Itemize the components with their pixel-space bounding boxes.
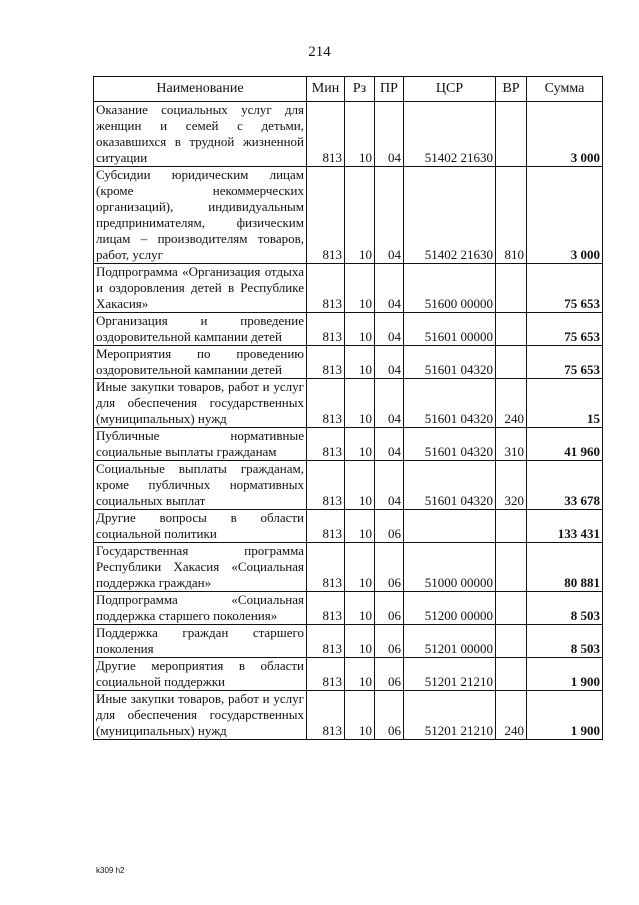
header-csr: ЦСР xyxy=(404,77,496,102)
header-sum: Сумма xyxy=(527,77,603,102)
cell-rz: 10 xyxy=(345,510,375,543)
cell-pr: 04 xyxy=(375,379,404,428)
budget-table xyxy=(93,76,603,740)
header-pr: ПР xyxy=(375,77,404,102)
cell-sum: 80 881 xyxy=(527,543,603,592)
cell-vr xyxy=(496,346,527,379)
cell-pr: 04 xyxy=(375,167,404,264)
cell-pr: 06 xyxy=(375,592,404,625)
cell-min: 813 xyxy=(307,264,345,313)
cell-vr: 310 xyxy=(496,428,527,461)
cell-name: Иные закупки товаров, работ и услуг для обеспечения государственных (муниципальных) нужд xyxy=(94,691,307,740)
cell-vr xyxy=(496,510,527,543)
cell-min: 813 xyxy=(307,658,345,691)
cell-vr xyxy=(496,625,527,658)
cell-vr xyxy=(496,658,527,691)
cell-pr: 04 xyxy=(375,428,404,461)
cell-rz: 10 xyxy=(345,102,375,167)
cell-csr: 51600 00000 xyxy=(404,264,496,313)
cell-rz: 10 xyxy=(345,313,375,346)
table-row xyxy=(94,167,603,264)
table-row xyxy=(94,461,603,510)
table-header-row xyxy=(94,77,603,102)
cell-name: Организация и проведение оздоровительной кампании детей xyxy=(94,313,307,346)
header-vr: ВР xyxy=(496,77,527,102)
table-row xyxy=(94,346,603,379)
document-code: k309 h2 xyxy=(96,866,125,875)
cell-name: Другие вопросы в области социальной политики xyxy=(94,510,307,543)
table-row xyxy=(94,264,603,313)
cell-vr xyxy=(496,592,527,625)
table-row xyxy=(94,313,603,346)
cell-vr: 320 xyxy=(496,461,527,510)
table-row xyxy=(94,691,603,740)
cell-pr: 04 xyxy=(375,461,404,510)
cell-csr: 51601 00000 xyxy=(404,313,496,346)
cell-pr: 06 xyxy=(375,625,404,658)
cell-name: Оказание социальных услуг для женщин и семей с детьми, оказавшихся в трудной жизненной ситуации xyxy=(94,102,307,167)
cell-sum: 8 503 xyxy=(527,625,603,658)
cell-rz: 10 xyxy=(345,691,375,740)
cell-pr: 04 xyxy=(375,346,404,379)
cell-csr: 51201 00000 xyxy=(404,625,496,658)
cell-sum: 75 653 xyxy=(527,346,603,379)
cell-sum: 75 653 xyxy=(527,313,603,346)
cell-min: 813 xyxy=(307,691,345,740)
cell-name: Другие мероприятия в области социальной поддержки xyxy=(94,658,307,691)
cell-rz: 10 xyxy=(345,264,375,313)
cell-vr xyxy=(496,543,527,592)
cell-csr: 51601 04320 xyxy=(404,428,496,461)
table-row xyxy=(94,658,603,691)
cell-vr: 240 xyxy=(496,379,527,428)
header-rz: Рз xyxy=(345,77,375,102)
cell-csr: 51601 04320 xyxy=(404,461,496,510)
cell-min: 813 xyxy=(307,625,345,658)
cell-csr: 51000 00000 xyxy=(404,543,496,592)
cell-min: 813 xyxy=(307,461,345,510)
cell-min: 813 xyxy=(307,543,345,592)
cell-csr xyxy=(404,510,496,543)
cell-min: 813 xyxy=(307,510,345,543)
cell-pr: 06 xyxy=(375,510,404,543)
cell-csr: 51201 21210 xyxy=(404,691,496,740)
cell-rz: 10 xyxy=(345,625,375,658)
cell-pr: 06 xyxy=(375,658,404,691)
cell-sum: 15 xyxy=(527,379,603,428)
cell-pr: 04 xyxy=(375,102,404,167)
cell-vr xyxy=(496,102,527,167)
table-row xyxy=(94,379,603,428)
cell-sum: 133 431 xyxy=(527,510,603,543)
table-row xyxy=(94,510,603,543)
cell-sum: 1 900 xyxy=(527,691,603,740)
cell-rz: 10 xyxy=(345,592,375,625)
cell-sum: 75 653 xyxy=(527,264,603,313)
table-row xyxy=(94,543,603,592)
cell-pr: 06 xyxy=(375,691,404,740)
cell-name: Поддержка граждан старшего поколения xyxy=(94,625,307,658)
cell-sum: 33 678 xyxy=(527,461,603,510)
cell-rz: 10 xyxy=(345,167,375,264)
cell-name: Субсидии юридическим лицам (кроме некоммерческих организаций), индивидуальным предпринимателям, физическим лицам – производителям товаров, работ, услуг xyxy=(94,167,307,264)
cell-csr: 51601 04320 xyxy=(404,379,496,428)
cell-csr: 51402 21630 xyxy=(404,102,496,167)
cell-sum: 1 900 xyxy=(527,658,603,691)
cell-min: 813 xyxy=(307,167,345,264)
cell-sum: 41 960 xyxy=(527,428,603,461)
cell-name: Мероприятия по проведению оздоровительной кампании детей xyxy=(94,346,307,379)
cell-min: 813 xyxy=(307,379,345,428)
cell-min: 813 xyxy=(307,346,345,379)
cell-min: 813 xyxy=(307,592,345,625)
cell-name: Иные закупки товаров, работ и услуг для обеспечения государственных (муниципальных) нужд xyxy=(94,379,307,428)
cell-sum: 3 000 xyxy=(527,102,603,167)
header-name: Наименование xyxy=(94,77,307,102)
cell-name: Государственная программа Республики Хакасия «Социальная поддержка граждан» xyxy=(94,543,307,592)
cell-name: Подпрограмма «Организация отдыха и оздоровления детей в Республике Хакасия» xyxy=(94,264,307,313)
cell-pr: 04 xyxy=(375,264,404,313)
cell-vr xyxy=(496,313,527,346)
cell-name: Публичные нормативные социальные выплаты гражданам xyxy=(94,428,307,461)
cell-vr: 240 xyxy=(496,691,527,740)
cell-pr: 06 xyxy=(375,543,404,592)
cell-min: 813 xyxy=(307,313,345,346)
cell-rz: 10 xyxy=(345,346,375,379)
header-min: Мин xyxy=(307,77,345,102)
cell-vr: 810 xyxy=(496,167,527,264)
table-row xyxy=(94,592,603,625)
table-row xyxy=(94,102,603,167)
cell-rz: 10 xyxy=(345,658,375,691)
cell-csr: 51402 21630 xyxy=(404,167,496,264)
cell-sum: 3 000 xyxy=(527,167,603,264)
cell-csr: 51601 04320 xyxy=(404,346,496,379)
cell-name: Подпрограмма «Социальная поддержка старшего поколения» xyxy=(94,592,307,625)
cell-rz: 10 xyxy=(345,543,375,592)
cell-min: 813 xyxy=(307,428,345,461)
cell-name: Социальные выплаты гражданам, кроме публичных нормативных социальных выплат xyxy=(94,461,307,510)
cell-vr xyxy=(496,264,527,313)
cell-rz: 10 xyxy=(345,379,375,428)
cell-min: 813 xyxy=(307,102,345,167)
cell-csr: 51201 21210 xyxy=(404,658,496,691)
cell-rz: 10 xyxy=(345,461,375,510)
table-row xyxy=(94,625,603,658)
page-number: 214 xyxy=(308,44,331,60)
cell-rz: 10 xyxy=(345,428,375,461)
table-row xyxy=(94,428,603,461)
cell-pr: 04 xyxy=(375,313,404,346)
cell-csr: 51200 00000 xyxy=(404,592,496,625)
cell-sum: 8 503 xyxy=(527,592,603,625)
